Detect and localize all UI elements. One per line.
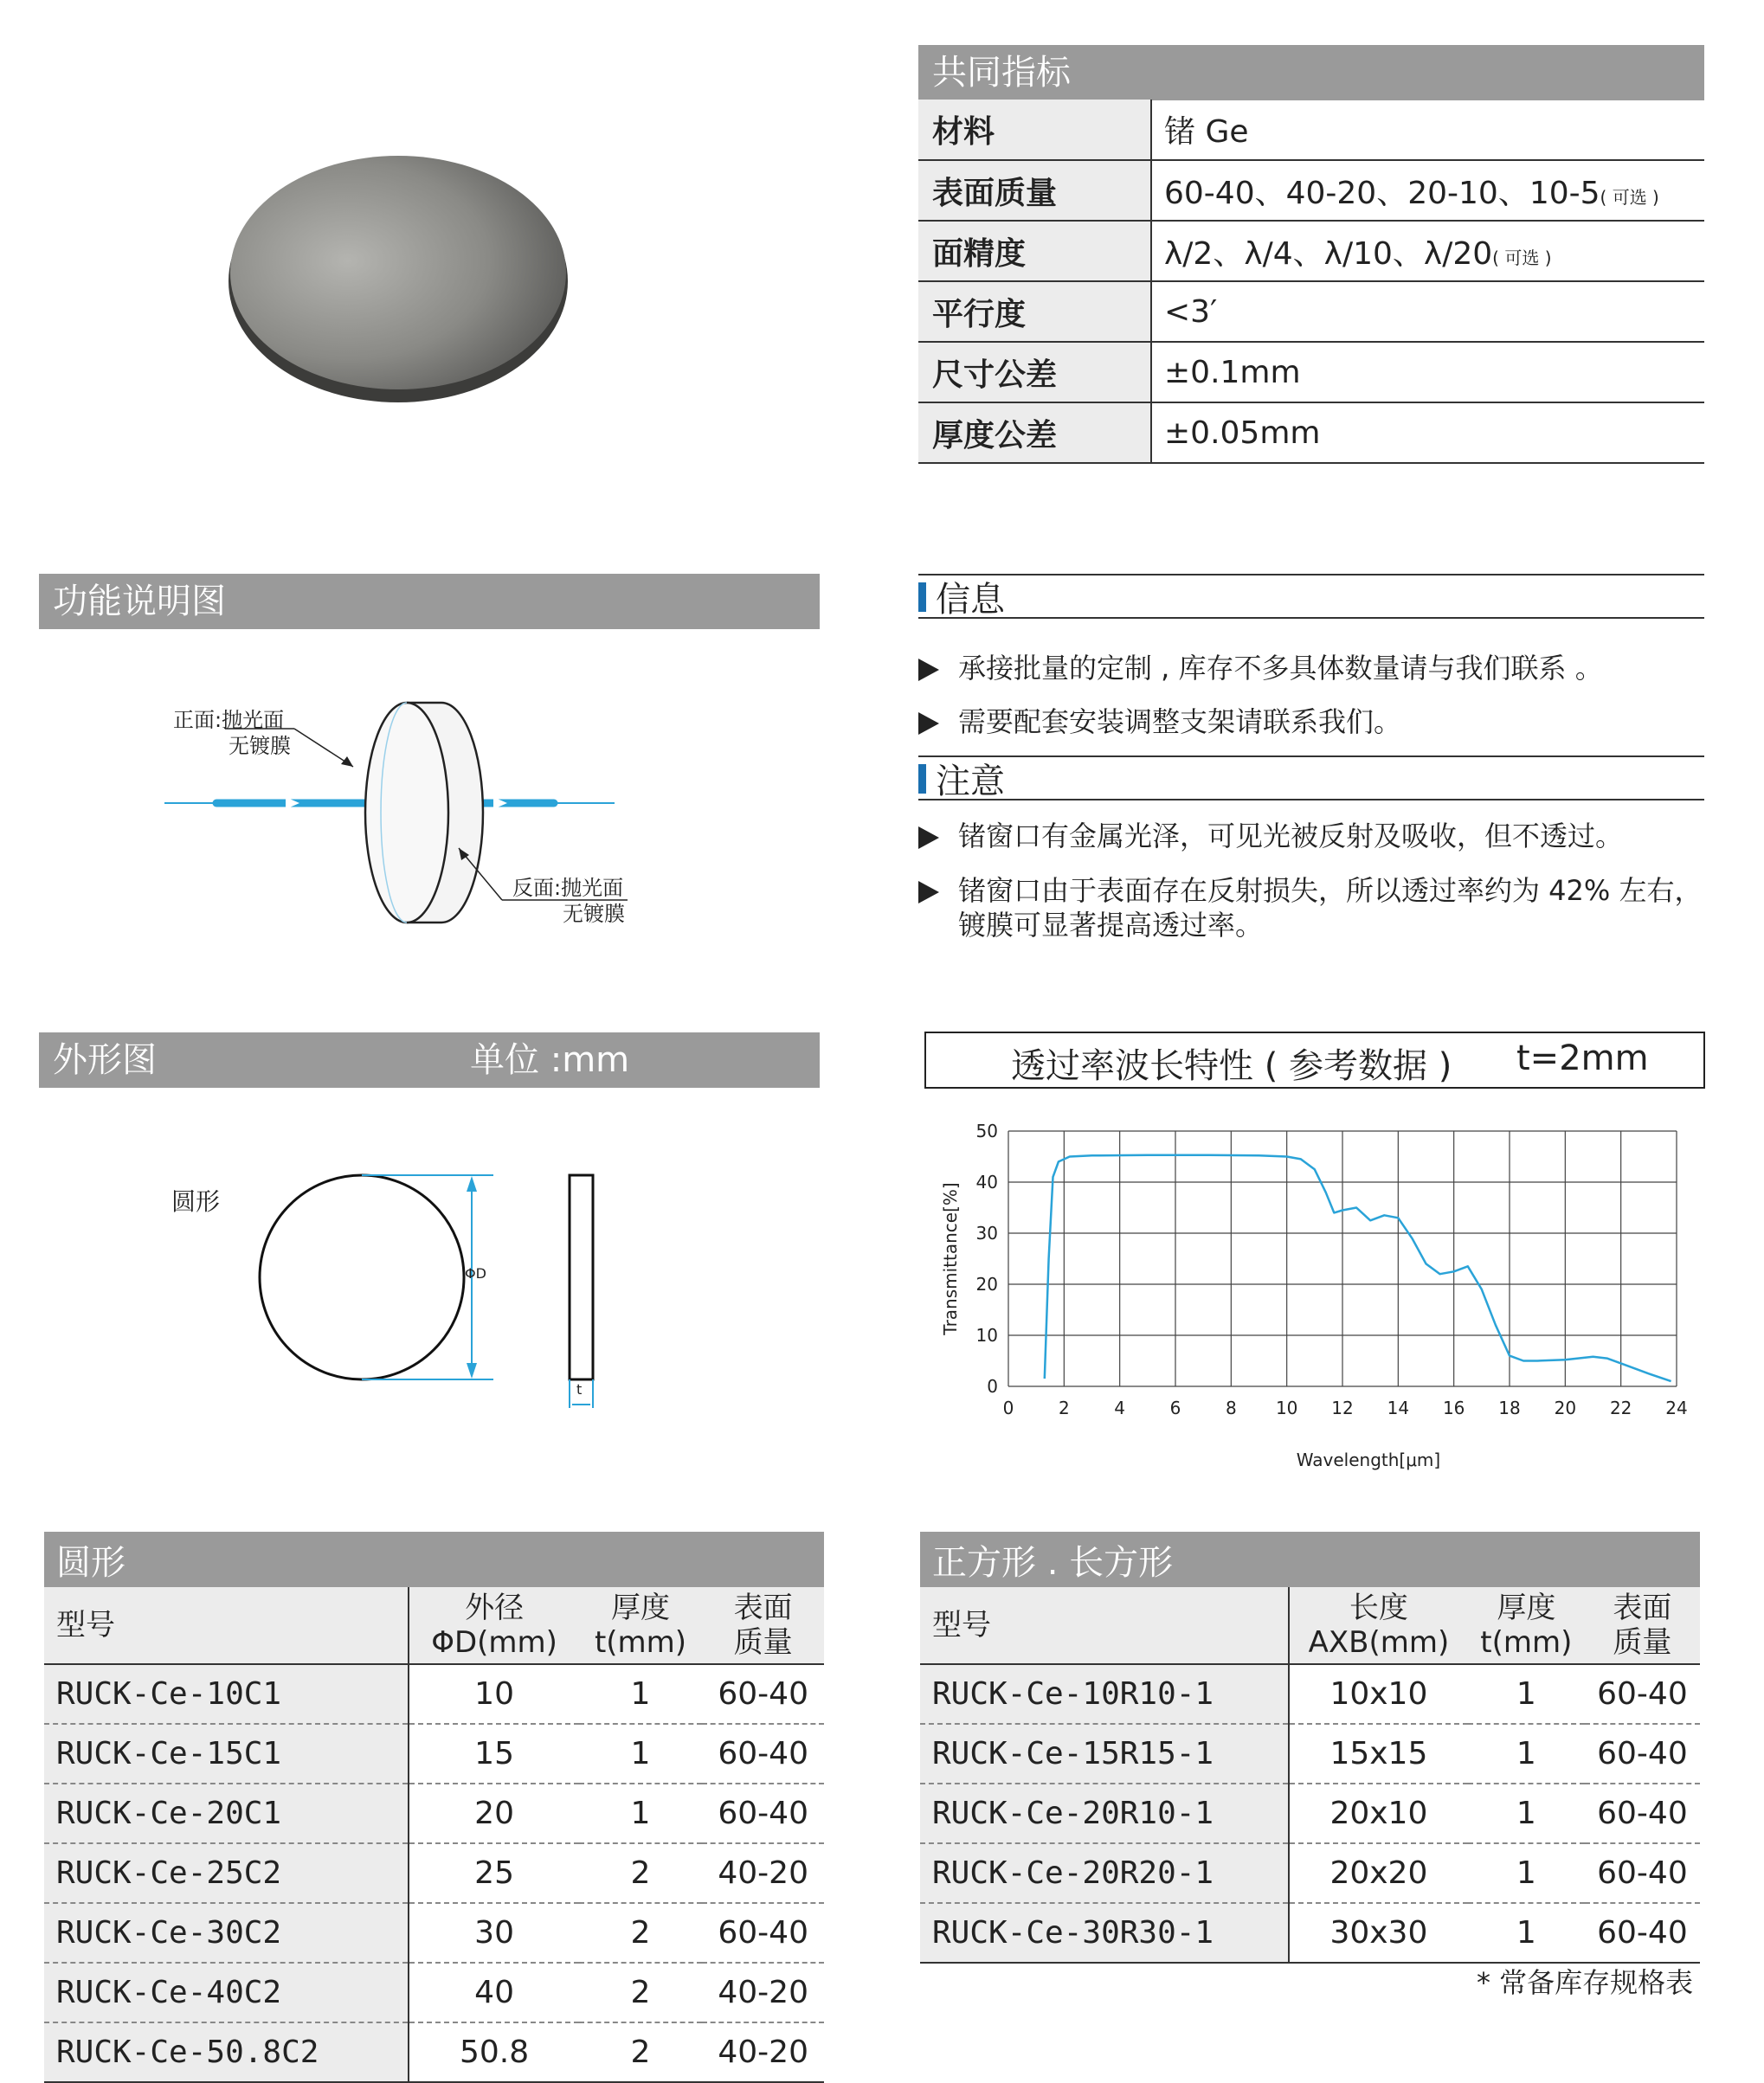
value-cell: 40-20 bbox=[702, 2022, 824, 2082]
model-cell: RUCK-Ce-25C2 bbox=[44, 1843, 409, 1903]
y-tick-label: 10 bbox=[975, 1325, 998, 1346]
round-products-table bbox=[44, 1532, 824, 2083]
model-cell: RUCK-Ce-15R15-1 bbox=[920, 1724, 1289, 1784]
column-header: 长度 AXB(mm) bbox=[1289, 1587, 1468, 1664]
spec-row bbox=[918, 160, 1704, 221]
x-tick-label: 24 bbox=[1665, 1398, 1688, 1418]
y-tick-label: 40 bbox=[975, 1172, 998, 1193]
info-title: 信息 bbox=[936, 580, 1005, 620]
x-tick-label: 4 bbox=[1114, 1398, 1126, 1418]
value-cell: 60-40 bbox=[1585, 1724, 1700, 1784]
outline-title-bar bbox=[39, 1032, 820, 1088]
x-tick-label: 12 bbox=[1331, 1398, 1354, 1418]
value-cell: 15x15 bbox=[1289, 1724, 1468, 1784]
value-cell: 1 bbox=[1468, 1784, 1585, 1843]
spec-row bbox=[918, 100, 1704, 160]
table-row bbox=[920, 1724, 1700, 1784]
value-cell: 60-40 bbox=[1585, 1903, 1700, 1963]
model-cell: RUCK-Ce-20R20-1 bbox=[920, 1843, 1289, 1903]
table-row bbox=[44, 1843, 824, 1903]
value-cell: 60-40 bbox=[702, 1664, 824, 1724]
model-cell: RUCK-Ce-20C1 bbox=[44, 1784, 409, 1843]
model-cell: RUCK-Ce-15C1 bbox=[44, 1724, 409, 1784]
value-cell: 50.8 bbox=[409, 2022, 578, 2082]
x-tick-label: 18 bbox=[1498, 1398, 1521, 1418]
spec-row bbox=[918, 402, 1704, 463]
footnote: * 常备库存规格表 bbox=[1477, 1966, 1694, 1999]
value-cell: 15 bbox=[409, 1724, 578, 1784]
table-row bbox=[44, 1903, 824, 1963]
table-row bbox=[920, 1843, 1700, 1903]
value-cell: 10 bbox=[409, 1664, 578, 1724]
section-marker bbox=[918, 764, 926, 794]
value-cell: 20 bbox=[409, 1784, 578, 1843]
y-tick-label: 30 bbox=[975, 1223, 998, 1244]
chart-thickness: t=2mm bbox=[1516, 1038, 1649, 1078]
spec-value bbox=[1151, 342, 1704, 402]
spec-value-text: 锗 Ge bbox=[1164, 114, 1249, 150]
back-face-label: 反面:抛光面 bbox=[512, 876, 624, 900]
column-header: 表面 质量 bbox=[702, 1587, 824, 1664]
outline-title: 外形图 bbox=[53, 1040, 157, 1080]
info-item: 承接批量的定制 , 库存不多具体数量请与我们联系 。 bbox=[918, 651, 1603, 685]
spec-value-text: <3′ bbox=[1164, 293, 1218, 330]
notes-title: 注意 bbox=[936, 762, 1005, 801]
bullet-triangle-icon bbox=[918, 826, 939, 849]
column-header: 厚度 t(mm) bbox=[579, 1587, 703, 1664]
x-tick-label: 6 bbox=[1169, 1398, 1181, 1418]
model-cell: RUCK-Ce-30R30-1 bbox=[920, 1903, 1289, 1963]
bullet-triangle-icon bbox=[918, 712, 939, 735]
table-row bbox=[920, 1664, 1700, 1724]
spec-value-note: ( 可选 ) bbox=[1492, 247, 1552, 268]
info-section-header bbox=[918, 574, 1704, 619]
value-cell: 1 bbox=[579, 1724, 703, 1784]
spec-value bbox=[1151, 402, 1704, 463]
note-item: 锗窗口由于表面存在反射损失，所以透过率约为 42% 左右， 镀膜可显著提高透过率。 bbox=[918, 873, 1702, 942]
y-axis-label: Transmittance[%] bbox=[940, 1182, 961, 1335]
y-tick-label: 0 bbox=[987, 1376, 998, 1397]
spec-value-text: 60-40、40-20、20-10、10-5 bbox=[1164, 175, 1600, 211]
spec-key: 尺寸公差 bbox=[918, 342, 1151, 402]
section-marker bbox=[918, 582, 926, 612]
column-header: 表面 质量 bbox=[1585, 1587, 1700, 1664]
model-cell: RUCK-Ce-40C2 bbox=[44, 1963, 409, 2022]
model-cell: RUCK-Ce-30C2 bbox=[44, 1903, 409, 1963]
value-cell: 1 bbox=[1468, 1724, 1585, 1784]
value-cell: 30x30 bbox=[1289, 1903, 1468, 1963]
round-table-caption: 圆形 bbox=[44, 1532, 824, 1587]
diameter-dimension-label: ΦD bbox=[465, 1265, 486, 1282]
back-face-coating-label: 无镀膜 bbox=[563, 902, 625, 926]
spec-value bbox=[1151, 281, 1704, 342]
rect-products-table bbox=[920, 1532, 1700, 1964]
x-tick-label: 0 bbox=[1002, 1398, 1014, 1418]
table-row bbox=[44, 1724, 824, 1784]
shape-label-round: 圆形 bbox=[171, 1187, 221, 1216]
value-cell: 40-20 bbox=[702, 1963, 824, 2022]
value-cell: 1 bbox=[1468, 1903, 1585, 1963]
spec-key: 平行度 bbox=[918, 281, 1151, 342]
common-specs-table bbox=[918, 100, 1704, 464]
y-tick-label: 50 bbox=[975, 1121, 998, 1141]
thickness-dimension-label: t bbox=[576, 1381, 583, 1398]
table-row bbox=[920, 1903, 1700, 1963]
spec-key: 面精度 bbox=[918, 221, 1151, 281]
bullet-triangle-icon bbox=[918, 659, 939, 681]
outline-drawing bbox=[251, 1164, 615, 1415]
spec-row bbox=[918, 221, 1704, 281]
value-cell: 60-40 bbox=[1585, 1843, 1700, 1903]
spec-row bbox=[918, 281, 1704, 342]
column-header: 厚度 t(mm) bbox=[1468, 1587, 1585, 1664]
spec-row bbox=[918, 342, 1704, 402]
front-face-coating-label: 无镀膜 bbox=[229, 734, 291, 758]
value-cell: 2 bbox=[579, 2022, 703, 2082]
spec-value-text: ±0.05mm bbox=[1164, 415, 1321, 451]
value-cell: 25 bbox=[409, 1843, 578, 1903]
chart-title-box bbox=[924, 1032, 1705, 1089]
chart-title: 透过率波长特性 ( 参考数据 ) bbox=[1011, 1046, 1452, 1086]
germanium-disc-photo bbox=[225, 147, 571, 415]
value-cell: 40-20 bbox=[702, 1843, 824, 1903]
value-cell: 1 bbox=[1468, 1664, 1585, 1724]
model-cell: RUCK-Ce-10C1 bbox=[44, 1664, 409, 1724]
spec-value bbox=[1151, 160, 1704, 221]
column-header: 外径 ΦD(mm) bbox=[409, 1587, 578, 1664]
model-cell: RUCK-Ce-20R10-1 bbox=[920, 1784, 1289, 1843]
value-cell: 10x10 bbox=[1289, 1664, 1468, 1724]
x-tick-label: 20 bbox=[1554, 1398, 1577, 1418]
value-cell: 1 bbox=[579, 1664, 703, 1724]
spec-value-note: ( 可选 ) bbox=[1600, 186, 1659, 208]
value-cell: 60-40 bbox=[702, 1724, 824, 1784]
column-header: 型号 bbox=[44, 1587, 409, 1664]
value-cell: 60-40 bbox=[1585, 1784, 1700, 1843]
spec-value-text: λ/2、λ/4、λ/10、λ/20 bbox=[1164, 235, 1493, 272]
value-cell: 30 bbox=[409, 1903, 578, 1963]
x-tick-label: 2 bbox=[1058, 1398, 1070, 1418]
function-diagram-title: 功能说明图 bbox=[39, 574, 820, 629]
front-face-label: 正面:抛光面 bbox=[173, 708, 285, 732]
transmittance-chart bbox=[930, 1108, 1709, 1488]
spec-key: 表面质量 bbox=[918, 160, 1151, 221]
info-item: 需要配套安装调整支架请联系我们。 bbox=[918, 704, 1401, 739]
value-cell: 60-40 bbox=[1585, 1664, 1700, 1724]
table-row bbox=[44, 1784, 824, 1843]
x-tick-label: 10 bbox=[1275, 1398, 1298, 1418]
y-tick-label: 20 bbox=[975, 1274, 998, 1295]
x-tick-label: 16 bbox=[1442, 1398, 1465, 1418]
spec-value bbox=[1151, 100, 1704, 160]
table-row bbox=[44, 1664, 824, 1724]
value-cell: 60-40 bbox=[702, 1784, 824, 1843]
column-header: 型号 bbox=[920, 1587, 1289, 1664]
x-axis-label: Wavelength[μm] bbox=[1296, 1450, 1441, 1470]
value-cell: 2 bbox=[579, 1903, 703, 1963]
value-cell: 40 bbox=[409, 1963, 578, 2022]
spec-key: 厚度公差 bbox=[918, 402, 1151, 463]
value-cell: 1 bbox=[1468, 1843, 1585, 1903]
table-row bbox=[44, 2022, 824, 2082]
table-row bbox=[920, 1784, 1700, 1843]
common-specs-title: 共同指标 bbox=[918, 45, 1704, 100]
x-tick-label: 8 bbox=[1225, 1398, 1237, 1418]
model-cell: RUCK-Ce-50.8C2 bbox=[44, 2022, 409, 2082]
value-cell: 2 bbox=[579, 1843, 703, 1903]
notes-section-header bbox=[918, 755, 1704, 800]
x-tick-label: 14 bbox=[1387, 1398, 1410, 1418]
table-row bbox=[44, 1963, 824, 2022]
spec-value bbox=[1151, 221, 1704, 281]
bullet-triangle-icon bbox=[918, 881, 939, 903]
transmittance-series-line bbox=[1045, 1155, 1671, 1381]
outline-unit: 单位 :mm bbox=[470, 1040, 630, 1080]
value-cell: 60-40 bbox=[702, 1903, 824, 1963]
value-cell: 20x10 bbox=[1289, 1784, 1468, 1843]
model-cell: RUCK-Ce-10R10-1 bbox=[920, 1664, 1289, 1724]
spec-value-text: ±0.1mm bbox=[1164, 354, 1301, 390]
value-cell: 20x20 bbox=[1289, 1843, 1468, 1903]
x-tick-label: 22 bbox=[1609, 1398, 1632, 1418]
note-item: 锗窗口有金属光泽，可见光被反射及吸收，但不透过。 bbox=[918, 819, 1623, 853]
value-cell: 2 bbox=[579, 1963, 703, 2022]
value-cell: 1 bbox=[579, 1784, 703, 1843]
spec-key: 材料 bbox=[918, 100, 1151, 160]
rect-table-caption: 正方形 . 长方形 bbox=[920, 1532, 1700, 1587]
